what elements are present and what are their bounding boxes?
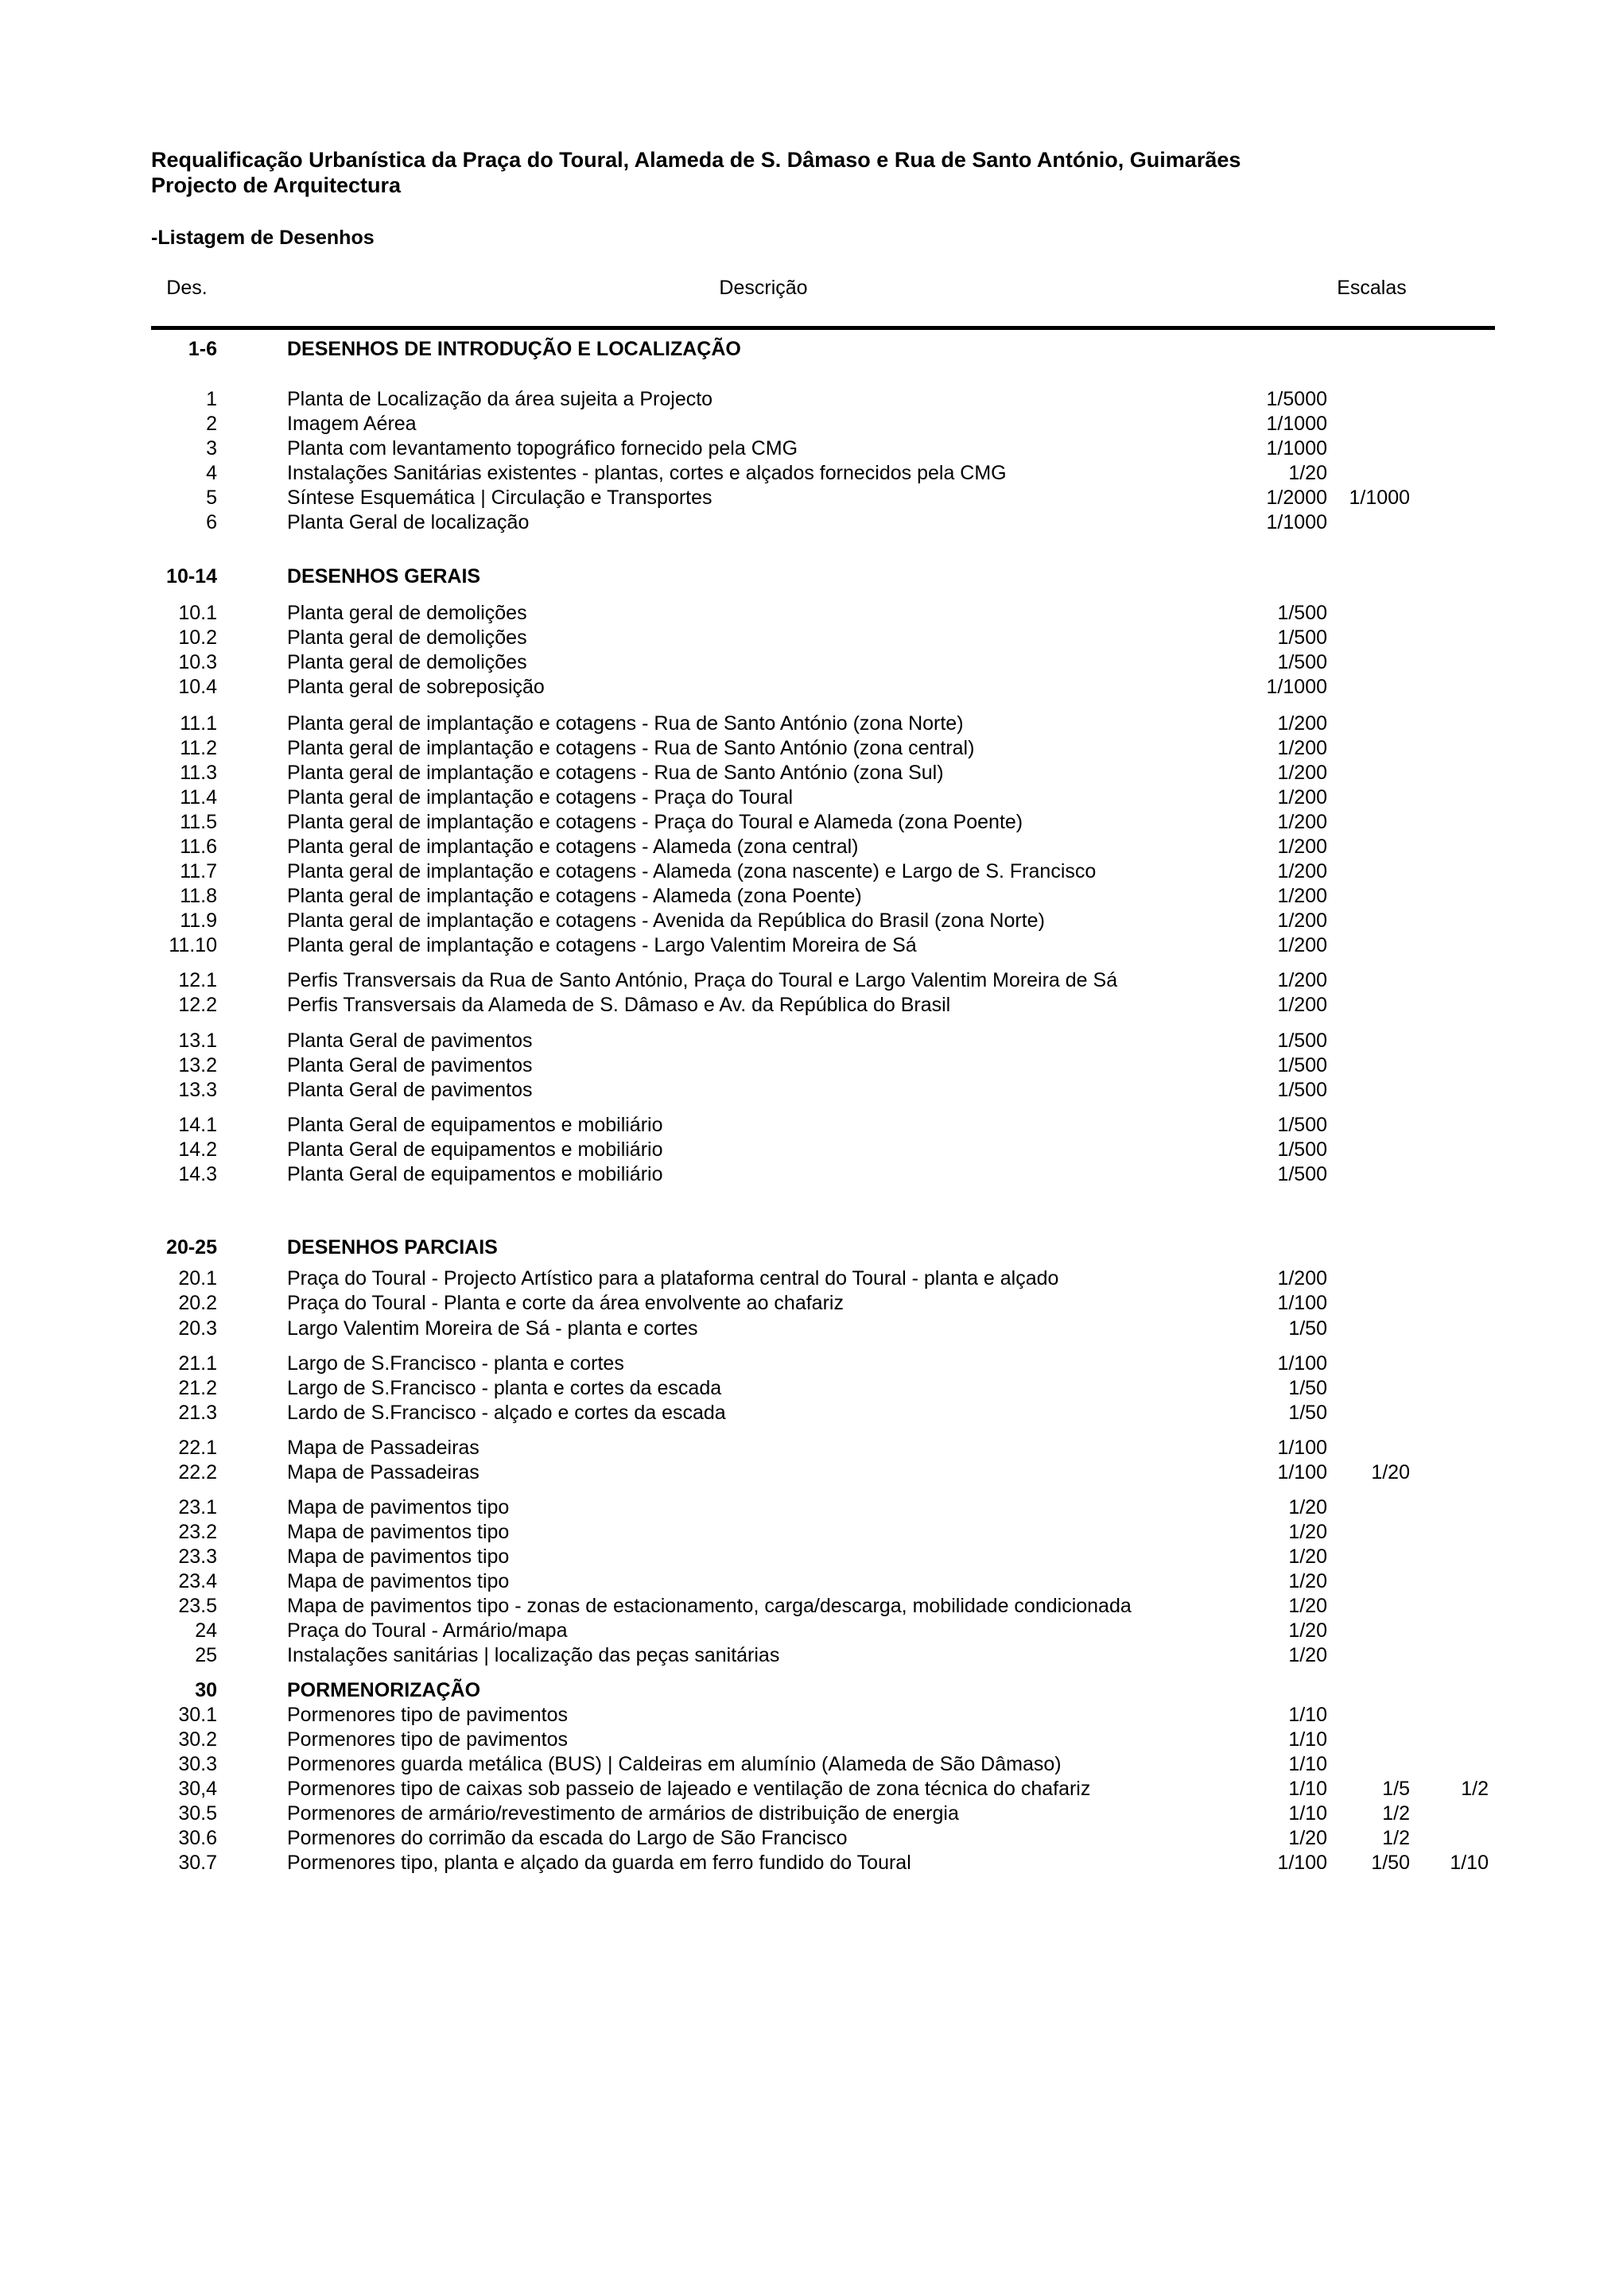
- section-header-row: [0, 1678, 1623, 1703]
- drawing-scale: 1/200: [1277, 762, 1327, 784]
- drawing-description: Planta geral de implantação e cotagens - Alameda (zona central): [287, 836, 859, 858]
- drawing-number: 11.6: [180, 836, 217, 858]
- drawing-scale: 1/20: [1288, 1827, 1327, 1849]
- drawing-description: Planta geral de implantação e cotagens - Rua de Santo António (zona Norte): [287, 712, 964, 735]
- drawing-row: [0, 412, 1623, 436]
- drawing-row: [0, 1569, 1623, 1594]
- drawing-description: Planta Geral de localização: [287, 511, 530, 533]
- drawing-row: [0, 486, 1623, 510]
- drawing-description: Pormenores de armário/revestimento de armários de distribuição de energia: [287, 1802, 959, 1825]
- drawing-scale: 1/200: [1277, 934, 1327, 956]
- drawing-number: 30.1: [178, 1704, 217, 1726]
- drawing-scale: 1/200: [1277, 737, 1327, 759]
- listing-heading: -Listagem de Desenhos: [151, 227, 375, 249]
- drawing-scale: 1/100: [1277, 1852, 1327, 1874]
- drawing-description: Planta geral de implantação e cotagens - Rua de Santo António (zona Sul): [287, 762, 944, 784]
- drawing-scale: 1/500: [1277, 1054, 1327, 1076]
- drawing-row: [0, 1594, 1623, 1619]
- drawing-number: 13.3: [178, 1079, 217, 1101]
- drawing-description: Planta geral de sobreposição: [287, 676, 545, 698]
- section-header-row: [0, 564, 1623, 589]
- drawing-description: Largo de S.Francisco - planta e cortes: [287, 1352, 624, 1375]
- drawing-number: 11.9: [180, 909, 217, 932]
- drawing-row: [0, 810, 1623, 835]
- drawing-description: Mapa de pavimentos tipo: [287, 1570, 510, 1592]
- drawing-row: [0, 1619, 1623, 1643]
- drawing-scale: 1/20: [1288, 1521, 1327, 1543]
- drawing-row: [0, 1401, 1623, 1425]
- drawing-row: [0, 1162, 1623, 1187]
- column-header-escalas: Escalas: [1337, 277, 1407, 299]
- drawing-description: Pormenores do corrimão da escada do Largo de São Francisco: [287, 1827, 848, 1849]
- drawing-row: [0, 1643, 1623, 1668]
- drawing-description: Planta geral de implantação e cotagens - Avenida da República do Brasil (zona Norte): [287, 909, 1045, 932]
- drawing-scale: 1/20: [1288, 1570, 1327, 1592]
- drawing-row: [0, 1826, 1623, 1851]
- drawing-scale: 1/500: [1277, 1163, 1327, 1185]
- drawing-scale: 1/100: [1277, 1352, 1327, 1375]
- drawing-scale: 1/20: [1288, 462, 1327, 484]
- drawing-row: [0, 993, 1623, 1018]
- drawing-number: 11.4: [180, 786, 217, 809]
- drawing-description: Planta geral de implantação e cotagens - Alameda (zona nascente) e Largo de S. Francisco: [287, 860, 1097, 882]
- drawing-row: [0, 884, 1623, 909]
- drawing-number: 11.7: [180, 860, 217, 882]
- drawing-number: 22.2: [178, 1461, 217, 1483]
- drawing-row: [0, 436, 1623, 461]
- drawing-scale: 1/50: [1371, 1852, 1410, 1874]
- drawing-row: [0, 1802, 1623, 1826]
- drawing-scale: 1/200: [1277, 994, 1327, 1016]
- drawing-row: [0, 1317, 1623, 1341]
- drawing-row: [0, 933, 1623, 958]
- drawing-row: [0, 1752, 1623, 1777]
- drawing-number: 20.1: [178, 1267, 217, 1290]
- drawing-number: 30.2: [178, 1728, 217, 1751]
- drawing-number: 30.3: [178, 1753, 217, 1775]
- drawing-row: [0, 712, 1623, 736]
- drawing-scale: 1/2: [1461, 1778, 1489, 1800]
- drawing-scale: 1/20: [1288, 1644, 1327, 1666]
- drawing-scale: 1/2: [1382, 1827, 1410, 1849]
- drawing-row: [0, 1460, 1623, 1485]
- drawing-row: [0, 626, 1623, 650]
- column-header-des: Des.: [166, 277, 208, 299]
- header-divider: [151, 326, 1495, 330]
- drawing-scale: 1/500: [1277, 1079, 1327, 1101]
- drawing-description: Imagem Aérea: [287, 413, 417, 435]
- drawing-description: Planta geral de implantação e cotagens - Largo Valentim Moreira de Sá: [287, 934, 917, 956]
- section-header-row: [0, 1235, 1623, 1260]
- drawing-number: 30.5: [178, 1802, 217, 1825]
- drawing-row: [0, 785, 1623, 810]
- drawing-scale: 1/20: [1288, 1619, 1327, 1642]
- drawing-description: Mapa de Passadeiras: [287, 1461, 480, 1483]
- drawing-row: [0, 1777, 1623, 1802]
- drawing-description: Pormenores tipo de pavimentos: [287, 1728, 568, 1751]
- drawing-description: Perfis Transversais da Rua de Santo António, Praça do Toural e Largo Valentim Moreira de Sá: [287, 969, 1118, 991]
- drawing-scale: 1/10: [1288, 1704, 1327, 1726]
- drawing-row: [0, 1078, 1623, 1103]
- drawing-scale: 1/200: [1277, 811, 1327, 833]
- drawing-row: [0, 1495, 1623, 1520]
- drawing-row: [0, 510, 1623, 535]
- document-title: Requalificação Urbanística da Praça do Toural, Alameda de S. Dâmaso e Rua de Santo António, Guimarães: [151, 148, 1241, 172]
- drawing-description: Largo Valentim Moreira de Sá - planta e cortes: [287, 1317, 698, 1340]
- drawing-number: 5: [206, 487, 217, 509]
- drawing-number: 23.3: [178, 1546, 217, 1568]
- drawing-scale: 1/1000: [1266, 413, 1327, 435]
- drawing-description: Planta Geral de equipamentos e mobiliário: [287, 1163, 663, 1185]
- drawing-scale: 1/50: [1288, 1402, 1327, 1424]
- section-title: DESENHOS GERAIS: [287, 565, 481, 588]
- drawing-number: 10.1: [178, 602, 217, 624]
- drawing-scale: 1/500: [1277, 626, 1327, 649]
- drawing-scale: 1/20: [1371, 1461, 1410, 1483]
- drawing-row: [0, 650, 1623, 675]
- drawing-number: 23.1: [178, 1496, 217, 1518]
- column-header-descricao: Descrição: [719, 277, 808, 299]
- drawing-number: 14.3: [178, 1163, 217, 1185]
- drawing-description: Instalações sanitárias | localização das peças sanitárias: [287, 1644, 780, 1666]
- drawing-description: Planta geral de implantação e cotagens - Alameda (zona Poente): [287, 885, 862, 907]
- drawing-number: 22.1: [178, 1437, 217, 1459]
- drawing-row: [0, 1113, 1623, 1138]
- drawing-number: 24: [195, 1619, 217, 1642]
- section-title: PORMENORIZAÇÃO: [287, 1679, 481, 1701]
- drawing-description: Planta Geral de equipamentos e mobiliário: [287, 1114, 663, 1136]
- drawing-description: Mapa de pavimentos tipo: [287, 1546, 510, 1568]
- drawing-description: Planta Geral de pavimentos: [287, 1054, 533, 1076]
- drawing-description: Planta geral de demolições: [287, 602, 527, 624]
- drawing-row: [0, 675, 1623, 700]
- drawing-number: 3: [206, 437, 217, 460]
- drawing-scale: 1/50: [1288, 1317, 1327, 1340]
- drawing-number: 30,4: [178, 1778, 217, 1800]
- drawing-number: 30: [195, 1679, 217, 1701]
- drawing-description: Praça do Toural - Planta e corte da área envolvente ao chafariz: [287, 1292, 844, 1314]
- drawing-number: 10-14: [166, 565, 217, 588]
- drawing-number: 21.3: [178, 1402, 217, 1424]
- drawing-scale: 1/200: [1277, 836, 1327, 858]
- drawing-description: Planta geral de implantação e cotagens - Praça do Toural: [287, 786, 794, 809]
- drawing-row: [0, 909, 1623, 933]
- drawing-description: Perfis Transversais da Alameda de S. Dâmaso e Av. da República do Brasil: [287, 994, 951, 1016]
- drawing-row: [0, 1291, 1623, 1316]
- drawing-row: [0, 1703, 1623, 1728]
- drawing-description: Pormenores guarda metálica (BUS) | Caldeiras em alumínio (Alameda de São Dâmaso): [287, 1753, 1062, 1775]
- drawing-number: 13.1: [178, 1030, 217, 1052]
- drawing-number: 23.5: [178, 1595, 217, 1617]
- drawing-scale: 1/100: [1277, 1437, 1327, 1459]
- drawing-scale: 1/500: [1277, 1030, 1327, 1052]
- drawing-number: 6: [206, 511, 217, 533]
- drawing-scale: 1/5000: [1266, 388, 1327, 410]
- drawing-number: 2: [206, 413, 217, 435]
- drawing-scale: 1/20: [1288, 1546, 1327, 1568]
- drawing-scale: 1/500: [1277, 651, 1327, 673]
- drawing-number: 20.2: [178, 1292, 217, 1314]
- drawing-description: Mapa de pavimentos tipo: [287, 1521, 510, 1543]
- drawing-number: 25: [195, 1644, 217, 1666]
- drawing-scale: 1/100: [1277, 1292, 1327, 1314]
- drawing-number: 11.3: [180, 762, 217, 784]
- drawing-number: 21.1: [178, 1352, 217, 1375]
- drawing-number: 1-6: [188, 338, 217, 360]
- drawing-scale: 1/500: [1277, 1138, 1327, 1161]
- drawing-description: Planta Geral de pavimentos: [287, 1079, 533, 1101]
- drawing-description: Planta Geral de equipamentos e mobiliário: [287, 1138, 663, 1161]
- drawing-scale: 1/10: [1288, 1728, 1327, 1751]
- drawing-description: Planta geral de demolições: [287, 626, 527, 649]
- drawing-row: [0, 1376, 1623, 1401]
- drawing-description: Praça do Toural - Armário/mapa: [287, 1619, 568, 1642]
- drawing-description: Lardo de S.Francisco - alçado e cortes da escada: [287, 1402, 726, 1424]
- drawing-number: 13.2: [178, 1054, 217, 1076]
- drawing-description: Mapa de pavimentos tipo - zonas de estacionamento, carga/descarga, mobilidade condicionada: [287, 1595, 1132, 1617]
- drawing-row: [0, 1352, 1623, 1376]
- drawing-row: [0, 1266, 1623, 1291]
- drawing-row: [0, 1520, 1623, 1545]
- drawing-number: 11.1: [180, 712, 217, 735]
- drawing-scale: 1/20: [1288, 1595, 1327, 1617]
- drawing-scale: 1/10: [1288, 1753, 1327, 1775]
- drawing-scale: 1/1000: [1349, 487, 1410, 509]
- drawing-number: 10.3: [178, 651, 217, 673]
- drawing-number: 30.6: [178, 1827, 217, 1849]
- drawing-number: 11.10: [169, 934, 217, 956]
- drawing-number: 12.1: [178, 969, 217, 991]
- drawing-scale: 1/500: [1277, 1114, 1327, 1136]
- drawing-scale: 1/5: [1382, 1778, 1410, 1800]
- drawing-number: 20-25: [166, 1236, 217, 1259]
- drawing-description: Mapa de pavimentos tipo: [287, 1496, 510, 1518]
- drawing-scale: 1/50: [1288, 1377, 1327, 1399]
- drawing-row: [0, 1029, 1623, 1053]
- drawing-scale: 1/200: [1277, 885, 1327, 907]
- drawing-description: Mapa de Passadeiras: [287, 1437, 480, 1459]
- drawing-number: 1: [206, 388, 217, 410]
- drawing-row: [0, 859, 1623, 884]
- drawing-row: [0, 736, 1623, 761]
- drawing-scale: 1/10: [1288, 1802, 1327, 1825]
- drawing-number: 10.4: [178, 676, 217, 698]
- drawing-number: 14.1: [178, 1114, 217, 1136]
- drawing-scale: 1/2: [1382, 1802, 1410, 1825]
- drawing-number: 11.5: [180, 811, 217, 833]
- drawing-description: Largo de S.Francisco - planta e cortes da escada: [287, 1377, 722, 1399]
- drawing-row: [0, 1436, 1623, 1460]
- section-title: DESENHOS PARCIAIS: [287, 1236, 498, 1259]
- drawing-description: Síntese Esquemática | Circulação e Transportes: [287, 487, 712, 509]
- drawing-scale: 1/2000: [1266, 487, 1327, 509]
- drawing-description: Planta Geral de pavimentos: [287, 1030, 533, 1052]
- drawing-description: Pormenores tipo de caixas sob passeio de lajeado e ventilação de zona técnica do chafariz: [287, 1778, 1091, 1800]
- drawing-scale: 1/200: [1277, 969, 1327, 991]
- drawing-scale: 1/1000: [1266, 437, 1327, 460]
- drawing-number: 12.2: [178, 994, 217, 1016]
- drawing-scale: 1/200: [1277, 1267, 1327, 1290]
- drawing-number: 30.7: [178, 1852, 217, 1874]
- drawing-description: Planta geral de implantação e cotagens - Rua de Santo António (zona central): [287, 737, 975, 759]
- drawing-row: [0, 601, 1623, 626]
- drawing-scale: 1/1000: [1266, 511, 1327, 533]
- document-subtitle: Projecto de Arquitectura: [151, 173, 402, 197]
- drawing-row: [0, 1053, 1623, 1078]
- drawing-row: [0, 761, 1623, 785]
- drawing-row: [0, 968, 1623, 993]
- drawing-description: Planta geral de demolições: [287, 651, 527, 673]
- drawing-row: [0, 835, 1623, 859]
- section-header-row: [0, 337, 1623, 362]
- drawing-scale: 1/200: [1277, 712, 1327, 735]
- drawing-row: [0, 387, 1623, 412]
- drawing-scale: 1/1000: [1266, 676, 1327, 698]
- drawing-scale: 1/200: [1277, 786, 1327, 809]
- drawing-description: Planta de Localização da área sujeita a Projecto: [287, 388, 713, 410]
- drawing-number: 14.2: [178, 1138, 217, 1161]
- drawing-row: [0, 1728, 1623, 1752]
- drawing-number: 20.3: [178, 1317, 217, 1340]
- drawing-scale: 1/500: [1277, 602, 1327, 624]
- drawing-row: [0, 1545, 1623, 1569]
- drawing-scale: 1/200: [1277, 860, 1327, 882]
- drawing-description: Pormenores tipo de pavimentos: [287, 1704, 568, 1726]
- drawing-number: 10.2: [178, 626, 217, 649]
- drawing-description: Praça do Toural - Projecto Artístico para a plataforma central do Toural - planta e alçado: [287, 1267, 1059, 1290]
- drawing-row: [0, 461, 1623, 486]
- drawing-description: Planta com levantamento topográfico fornecido pela CMG: [287, 437, 798, 460]
- drawing-scale: 1/10: [1288, 1778, 1327, 1800]
- drawing-scale: 1/10: [1450, 1852, 1489, 1874]
- drawing-scale: 1/20: [1288, 1496, 1327, 1518]
- drawing-scale: 1/200: [1277, 909, 1327, 932]
- drawing-scale: 1/100: [1277, 1461, 1327, 1483]
- drawing-description: Instalações Sanitárias existentes - plantas, cortes e alçados fornecidos pela CMG: [287, 462, 1007, 484]
- drawing-number: 11.2: [180, 737, 217, 759]
- drawing-number: 4: [206, 462, 217, 484]
- drawing-row: [0, 1851, 1623, 1875]
- drawing-number: 23.4: [178, 1570, 217, 1592]
- drawing-description: Planta geral de implantação e cotagens - Praça do Toural e Alameda (zona Poente): [287, 811, 1023, 833]
- drawing-number: 11.8: [180, 885, 217, 907]
- drawing-number: 23.2: [178, 1521, 217, 1543]
- section-title: DESENHOS DE INTRODUÇÃO E LOCALIZAÇÃO: [287, 338, 741, 360]
- drawing-number: 21.2: [178, 1377, 217, 1399]
- drawing-row: [0, 1138, 1623, 1162]
- drawing-description: Pormenores tipo, planta e alçado da guarda em ferro fundido do Toural: [287, 1852, 911, 1874]
